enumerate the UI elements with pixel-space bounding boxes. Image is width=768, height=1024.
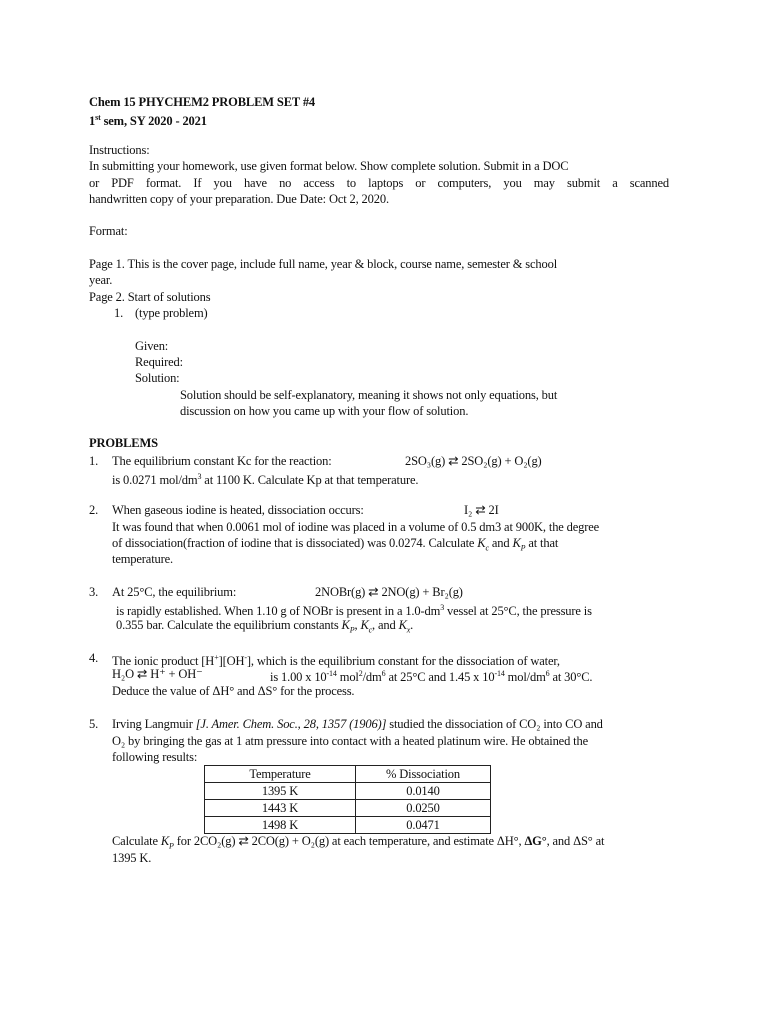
symbol-k: K (512, 536, 521, 550)
format-item-number: 1. (114, 306, 124, 320)
format-page2: Page 2. Start of solutions (89, 290, 211, 304)
superscript: - (244, 653, 247, 662)
format-solution-note: discussion on how you came up with your flow of solution. (180, 404, 469, 418)
table-row (205, 817, 491, 834)
symbol-k: K (160, 834, 170, 848)
table-cell: 1395 K (205, 783, 356, 800)
semester-suffix: st (95, 113, 101, 122)
problem-text: When gaseous iodine is heated, dissociation occurs: (112, 503, 364, 517)
subscript: P (169, 841, 174, 851)
superscript: 3 (197, 472, 202, 481)
problem-text-part: 0.355 bar. Calculate the equilibrium constants (116, 618, 342, 632)
semester-rest: sem, SY 2020 - 2021 (100, 114, 207, 129)
superscript: 6 (545, 669, 550, 678)
format-required: Required: (135, 355, 183, 369)
problem-text-part: is 0.0271 mol/dm (112, 473, 198, 488)
problem-text: following results: (112, 750, 198, 764)
problem-text (112, 716, 603, 732)
reaction-equation: H₂O ⇄ H⁺ + OH⁻ (112, 667, 203, 681)
problem-number: 5. (89, 717, 99, 731)
superscript: -14 (494, 669, 505, 678)
instructions-line: handwritten copy of your preparation. Due Date: Oct 2, 2020. (89, 192, 389, 206)
problem-text-part: vessel at 25°C, the pressure is (444, 604, 592, 619)
document-title: Chem 15 PHYCHEM2 PROBLEM SET #4 (89, 95, 316, 109)
problem-text-part: ], which is the equilibrium constant for the dissociation of water, (246, 654, 560, 669)
problem-text-part: is 1.00 x 10 (270, 670, 327, 685)
problem-number: 4. (89, 651, 99, 665)
problem-text-part: at 1100 K. Calculate Kp at that temperature. (201, 473, 419, 488)
semester-number: 1 (89, 114, 96, 129)
symbol-k: K (341, 618, 350, 632)
superscript: 3 (440, 603, 445, 612)
problem-text-part: mol (336, 670, 359, 685)
format-page1: Page 1. This is the cover page, include full name, year & block, course name, semester & school (89, 257, 558, 271)
instructions-line: or PDF format. If you have no access to laptops or computers, you may submit a scanned (89, 176, 669, 190)
problem-text (116, 617, 413, 639)
subscript: P (349, 625, 355, 635)
problem-text-part: is rapidly established. When 1.10 g of NOBr is present in a 1.0-dm (116, 604, 441, 619)
problem-text (112, 535, 558, 557)
superscript: 6 (381, 669, 386, 678)
problem-text-part: , and ΔS° at (546, 834, 605, 848)
problem-text: Deduce the value of ΔH° and ΔS° for the process. (112, 684, 355, 698)
format-page1-cont: year. (89, 273, 113, 287)
superscript: -14 (326, 669, 337, 678)
subscript: c (485, 543, 489, 553)
problem-text-part: at 25°C and 1.45 x 10 (385, 670, 495, 685)
table-header: % Dissociation (356, 766, 491, 783)
subscript: x (406, 625, 411, 635)
problem-text-part: , and (372, 618, 399, 632)
table-header-row (205, 766, 491, 783)
problem-text-part: ][OH (218, 654, 245, 669)
citation: [J. Amer. Chem. Soc., 28, 1357 (1906)] (195, 717, 387, 731)
symbol-k: K (360, 618, 369, 632)
format-item-text: (type problem) (135, 306, 208, 320)
problem-text (112, 833, 604, 855)
reaction-equation: 2SO₃(g) ⇄ 2SO₂(g) + O₂(g) (405, 454, 542, 468)
problem-text: O₂ by bringing the gas at 1 atm pressure into contact with a heated platinum wire. He obtained the (112, 734, 588, 748)
problem-text: temperature. (112, 552, 174, 566)
superscript: 2 (358, 669, 363, 678)
problem-text-part: Irving Langmuir (112, 717, 196, 731)
problem-text-part: Calculate (112, 834, 161, 848)
format-solution-note: Solution should be self-explanatory, meaning it shows not only equations, but (180, 388, 558, 402)
problem-text: 1395 K. (112, 851, 152, 865)
format-given: Given: (135, 339, 169, 353)
table-header: Temperature (205, 766, 356, 783)
problem-text-part: , (354, 618, 361, 632)
reaction-equation: 2NOBr(g) ⇄ 2NO(g) + Br₂(g) (315, 585, 463, 599)
reaction-equation: I₂ ⇄ 2I (464, 503, 499, 517)
problem-number: 2. (89, 503, 99, 517)
table-cell: 0.0250 (356, 800, 491, 817)
table-row (205, 783, 491, 800)
problem-text-part: at 30°C. (549, 670, 593, 685)
semester-line (89, 110, 207, 129)
symbol-k: K (398, 618, 407, 632)
instructions-line: In submitting your homework, use given format below. Show complete solution. Submit in a DOC (89, 159, 569, 173)
problem-text-part: for 2CO₂(g) ⇄ 2CO(g) + O₂(g) at each temperature, and estimate ΔH°, (173, 834, 525, 848)
table-cell: 0.0471 (356, 817, 491, 834)
table-row (205, 800, 491, 817)
delta-g-symbol: ΔG° (524, 834, 547, 848)
subscript: c (368, 625, 373, 635)
symbol-k: K (477, 536, 486, 550)
format-solution: Solution: (135, 371, 180, 385)
problem-text-part: of dissociation(fraction of iodine that is dissociated) was 0.0274. Calculate (112, 536, 478, 550)
problem-text: The equilibrium constant Kc for the reaction: (112, 454, 332, 468)
format-heading: Format: (89, 224, 128, 238)
superscript: + (214, 653, 219, 662)
problem-text-part: The ionic product [H (112, 654, 215, 669)
instructions-heading: Instructions: (89, 143, 150, 157)
problem-text-part: /dm (362, 670, 382, 685)
problem-text: It was found that when 0.0061 mol of iodine was placed in a volume of 0.5 dm3 at 900K, the degree (112, 520, 600, 534)
problem-number: 3. (89, 585, 99, 599)
problem-number: 1. (89, 454, 99, 468)
table-cell: 1443 K (205, 800, 356, 817)
table-cell: 1498 K (205, 817, 356, 834)
problems-heading: PROBLEMS (89, 436, 158, 450)
results-table (204, 765, 491, 834)
problem-text-part: at that (525, 536, 559, 550)
problem-text (112, 469, 418, 488)
subscript: P (520, 543, 526, 553)
problem-text-part: studied the dissociation of CO₂ into CO and (386, 717, 603, 731)
problem-text-part: and (488, 536, 513, 550)
problem-text: At 25°C, the equilibrium: (112, 585, 237, 599)
table-cell: 0.0140 (356, 783, 491, 800)
problem-text-part: . (410, 618, 414, 632)
problem-text-part: mol/dm (504, 670, 546, 685)
